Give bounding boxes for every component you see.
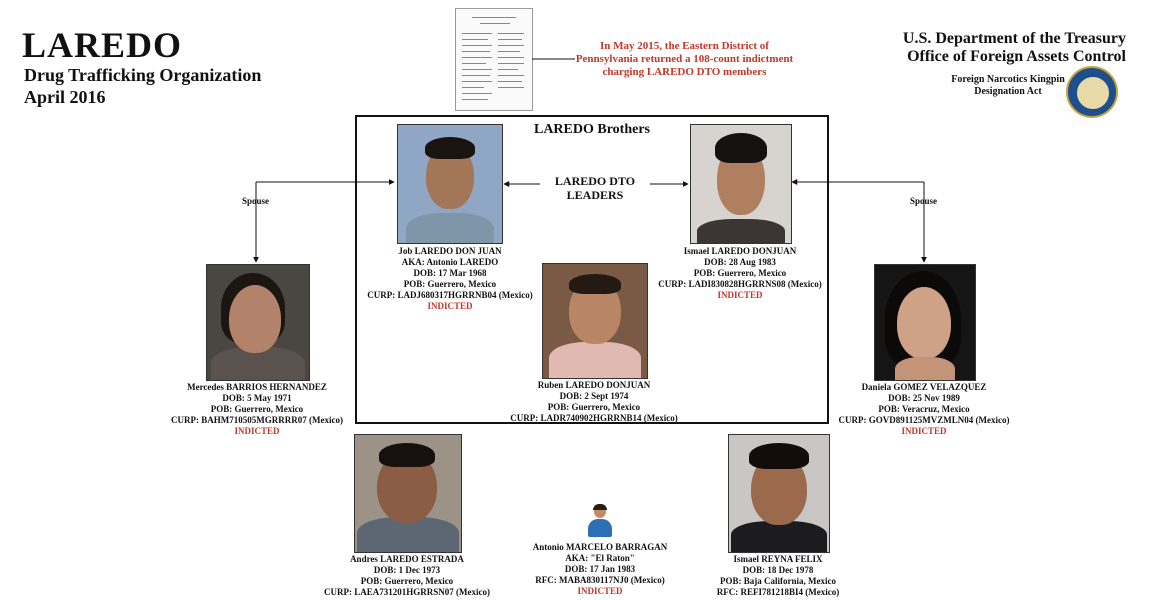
indicted-badge: INDICTED <box>717 290 763 300</box>
person-pob: POB: Baja California, Mexico <box>720 576 836 586</box>
photo-job-laredo <box>397 124 503 244</box>
person-pob: POB: Guerrero, Mexico <box>547 402 641 412</box>
person-pob: POB: Guerrero, Mexico <box>693 268 787 278</box>
person-dob: DOB: 17 Mar 1968 <box>413 268 487 278</box>
dto-leaders-line2: LEADERS <box>566 188 624 202</box>
spouse-label-right: Spouse <box>910 196 938 206</box>
photo-daniela-gomez <box>874 264 976 381</box>
photo-andres-laredo <box>354 434 462 553</box>
person-name: Mercedes BARRIOS HERNANDEZ <box>187 382 327 392</box>
person-aka: AKA: Antonio LAREDO <box>401 257 499 267</box>
person-rfc: RFC: MABA830117NJ0 (Mexico) <box>535 575 665 585</box>
photo-ismael-laredo <box>690 124 792 244</box>
caption-ismael-reyna <box>686 554 870 598</box>
caption-ruben-laredo <box>498 380 690 424</box>
person-name: Daniela GOMEZ VELAZQUEZ <box>861 382 987 392</box>
photo-mercedes-barrios <box>206 264 310 381</box>
person-curp: CURP: BAHM710505MGRRRR07 (Mexico) <box>171 415 343 425</box>
indicted-badge: INDICTED <box>234 426 280 436</box>
treasury-office: Office of Foreign Assets Control <box>907 48 1126 65</box>
caption-andres-laredo <box>312 554 502 598</box>
person-rfc: RFC: REFI781218BI4 (Mexico) <box>716 587 840 597</box>
person-aka: AKA: "El Raton" <box>565 553 635 563</box>
subtitle-date: April 2016 <box>24 87 106 107</box>
person-dob: DOB: 25 Nov 1989 <box>888 393 960 403</box>
person-curp: CURP: LADI830828HGRRNS08 (Mexico) <box>658 279 822 289</box>
person-name: Ismael REYNA FELIX <box>733 554 823 564</box>
kingpin-act-line1: Foreign Narcotics Kingpin <box>951 74 1065 85</box>
person-dob: DOB: 2 Sept 1974 <box>559 391 629 401</box>
person-curp: CURP: GOVD891125MVZMLN04 (Mexico) <box>838 415 1010 425</box>
photo-ruben-laredo <box>542 263 648 379</box>
caption-ismael-laredo <box>645 246 835 301</box>
person-dob: DOB: 5 May 1971 <box>222 393 292 403</box>
person-name: Andres LAREDO ESTRADA <box>350 554 464 564</box>
indictment-note: In May 2015, the Eastern District of Pennsylvania returned a 108-count indictment charging LAREDO DTO members <box>575 40 794 78</box>
spouse-label-left: Spouse <box>242 196 270 206</box>
person-curp: CURP: LADJ680317HGRRNB04 (Mexico) <box>367 290 533 300</box>
person-pob: POB: Guerrero, Mexico <box>403 279 497 289</box>
page-title: LAREDO <box>22 25 183 65</box>
caption-job-laredo <box>355 246 545 312</box>
indicted-badge: INDICTED <box>577 586 623 596</box>
person-dob: DOB: 1 Dec 1973 <box>373 565 441 575</box>
photo-ismael-reyna <box>728 434 830 553</box>
kingpin-act-line2: Designation Act <box>974 86 1042 97</box>
caption-mercedes-barrios <box>160 382 354 437</box>
person-name: Ruben LAREDO DONJUAN <box>537 380 651 390</box>
treasury-department: U.S. Department of the Treasury <box>902 30 1126 47</box>
person-name: Antonio MARCELO BARRAGAN <box>532 542 668 552</box>
person-curp: CURP: LADR740902HGRRNB14 (Mexico) <box>510 413 678 423</box>
person-pob: POB: Veracruz, Mexico <box>878 404 970 414</box>
person-silhouette-icon <box>587 505 613 537</box>
indicted-badge: INDICTED <box>901 426 947 436</box>
caption-antonio-marcelo <box>512 542 688 597</box>
person-dob: DOB: 17 Jan 1983 <box>564 564 636 574</box>
person-dob: DOB: 18 Dec 1978 <box>742 565 814 575</box>
person-name: Job LAREDO DON JUAN <box>398 246 502 256</box>
person-pob: POB: Guerrero, Mexico <box>210 404 304 414</box>
person-dob: DOB: 28 Aug 1983 <box>704 257 776 267</box>
person-curp: CURP: LAEA731201HGRRSN07 (Mexico) <box>324 587 490 597</box>
laredo-brothers-title: LAREDO Brothers <box>533 122 651 137</box>
person-pob: POB: Guerrero, Mexico <box>360 576 454 586</box>
indicted-badge: INDICTED <box>427 301 473 311</box>
dto-leaders-label <box>540 174 650 202</box>
caption-daniela-gomez <box>826 382 1022 437</box>
subtitle-organization: Drug Trafficking Organization <box>24 65 262 85</box>
person-name: Ismael LAREDO DONJUAN <box>683 246 797 256</box>
dto-leaders-line1: LAREDO DTO <box>554 174 636 188</box>
